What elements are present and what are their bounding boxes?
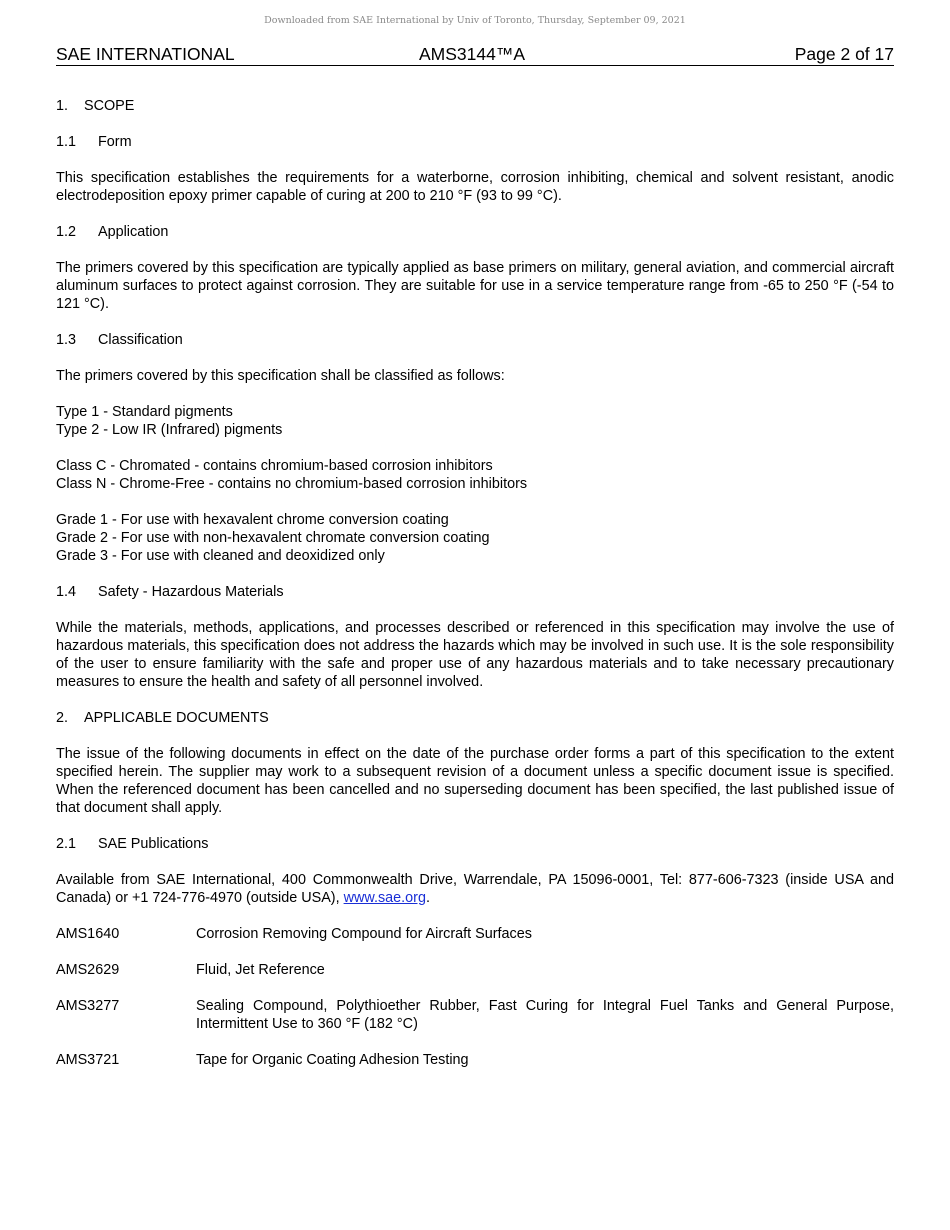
section-1-1-heading bbox=[56, 133, 894, 151]
section-2-1-heading bbox=[56, 835, 894, 853]
section-title: APPLICABLE DOCUMENTS bbox=[84, 710, 269, 726]
list-item: Grade 2 - For use with non-hexavalent chromate conversion coating bbox=[56, 530, 490, 546]
section-1-2-heading bbox=[56, 223, 894, 241]
availability-text: Available from SAE International, 400 Commonwealth Drive, Warrendale, PA 15096-0001, Tel: 877-606-7323 (inside USA and Canada) or +1 724-776-4970 (outside USA), bbox=[56, 872, 894, 906]
type-list bbox=[56, 403, 894, 439]
section-1-3-intro: The primers covered by this specification shall be classified as follows: bbox=[56, 368, 505, 384]
section-number: 1.2 bbox=[56, 224, 77, 240]
reference-code: AMS1640 bbox=[56, 926, 120, 942]
section-title: Form bbox=[98, 134, 132, 150]
reference-description: Sealing Compound, Polythioether Rubber, Fast Curing for Integral Fuel Tanks and General Purpose, Intermittent Use to 360 °F (182 °C) bbox=[196, 998, 894, 1032]
list-item: Type 1 - Standard pigments bbox=[56, 404, 233, 420]
section-number: 1. bbox=[56, 98, 69, 114]
section-2-heading bbox=[56, 709, 894, 727]
section-title: Classification bbox=[98, 332, 183, 348]
section-title: Safety - Hazardous Materials bbox=[98, 584, 284, 600]
reference-code: AMS3721 bbox=[56, 1052, 120, 1068]
section-1-1-text: This specification establishes the requirements for a waterborne, corrosion inhibiting, chemical and solvent resistant, anodic electrodeposition epoxy primer capable of curing at 200 to 210 °F (93 to 99 °C). bbox=[56, 170, 894, 204]
list-item: Grade 3 - For use with cleaned and deoxidized only bbox=[56, 548, 385, 564]
download-watermark: Downloaded from SAE International by Univ of Toronto, Thursday, September 09, 2021 bbox=[264, 15, 686, 26]
section-1-heading bbox=[56, 97, 894, 115]
section-2-1-text bbox=[56, 871, 894, 907]
reference-description: Fluid, Jet Reference bbox=[196, 962, 325, 978]
list-item: Class C - Chromated - contains chromium-based corrosion inhibitors bbox=[56, 458, 493, 474]
header-org: SAE INTERNATIONAL bbox=[56, 44, 235, 64]
reference-description: Corrosion Removing Compound for Aircraft Surfaces bbox=[196, 926, 532, 942]
section-number: 2.1 bbox=[56, 836, 77, 852]
reference-code: AMS2629 bbox=[56, 962, 120, 978]
sae-website-link[interactable]: www.sae.org bbox=[343, 890, 426, 906]
section-1-2-text: The primers covered by this specification are typically applied as base primers on military, general aviation, and commercial aircraft aluminum surfaces to protect against corrosion. They are suitable for use in a service temperature range from -65 to 250 °F (-54 to 121 °C). bbox=[56, 260, 894, 312]
reference-description: Tape for Organic Coating Adhesion Testing bbox=[196, 1052, 469, 1068]
header-page-number: Page 2 of 17 bbox=[794, 44, 894, 64]
section-1-4-text: While the materials, methods, applications, and processes described or referenced in this specification may involve the use of hazardous materials, this specification does not address the hazards which may be involved in such use. It is the sole responsibility of the user to ensure familiarity with the safe and proper use of any hazardous materials and to take necessary precautionary measures to ensure the health and safety of all personnel involved. bbox=[56, 620, 894, 690]
section-title: SCOPE bbox=[84, 98, 135, 114]
section-number: 1.4 bbox=[56, 584, 77, 600]
reference-row bbox=[56, 961, 894, 979]
class-list bbox=[56, 457, 894, 493]
reference-row bbox=[56, 997, 894, 1033]
section-1-3-heading bbox=[56, 331, 894, 349]
reference-code: AMS3277 bbox=[56, 998, 120, 1014]
list-item: Type 2 - Low IR (Infrared) pigments bbox=[56, 422, 283, 438]
section-2-text: The issue of the following documents in effect on the date of the purchase order forms a part of this specification to the extent specified herein. The supplier may work to a subsequent revision of a document unless a specific document issue is specified. When the referenced document has been cancelled and no superseding document has been specified, the last published issue of that document shall apply. bbox=[56, 746, 894, 816]
availability-text-end: . bbox=[425, 890, 430, 906]
reference-row bbox=[56, 1051, 894, 1069]
section-number: 1.1 bbox=[56, 134, 77, 150]
section-title: SAE Publications bbox=[98, 836, 209, 852]
section-number: 2. bbox=[56, 710, 69, 726]
section-1-4-heading bbox=[56, 583, 894, 601]
section-title: Application bbox=[98, 224, 169, 240]
header-doc-id: AMS3144™A bbox=[419, 44, 526, 64]
section-number: 1.3 bbox=[56, 332, 77, 348]
list-item: Class N - Chrome-Free - contains no chromium-based corrosion inhibitors bbox=[56, 476, 528, 492]
grade-list bbox=[56, 511, 894, 565]
list-item: Grade 1 - For use with hexavalent chrome conversion coating bbox=[56, 512, 449, 528]
page-header bbox=[56, 44, 894, 66]
reference-row bbox=[56, 925, 894, 943]
document-body bbox=[56, 97, 894, 1087]
